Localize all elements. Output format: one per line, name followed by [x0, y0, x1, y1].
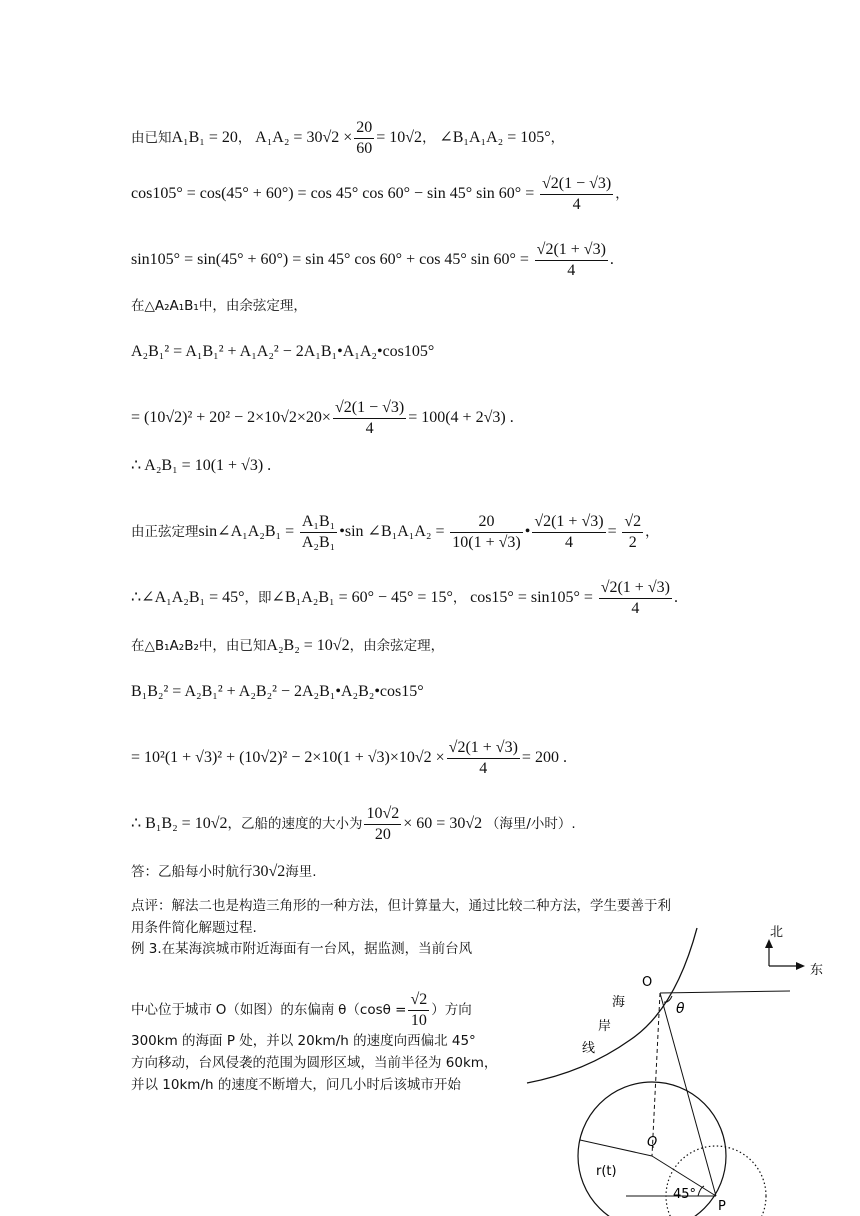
radius-line: [580, 1140, 652, 1156]
fraction: $\frac{√2}{2}$: [624, 513, 642, 551]
angle-45-label: 45°: [673, 1187, 697, 1202]
east-label: 东: [810, 963, 824, 978]
coast-char-an: 岸: [598, 1019, 612, 1034]
a2b1-result: ∴ A₂B₁ = 10(1 + √3) .: [131, 457, 272, 474]
coast-char-hai: 海: [612, 995, 626, 1010]
point-p-label: P: [718, 1199, 726, 1214]
fraction: $\frac{10√2}{20}$: [366, 805, 400, 843]
north-label: 北: [770, 925, 784, 940]
rt-label: r(t): [596, 1164, 617, 1179]
given-values-line: 由已知A₁B₁ = 20， A₁A₂ = 30√2 × $\frac{20}{60}$ = 10√2， ∠B₁A₁A₂ = 105°，: [131, 119, 565, 157]
coast-char-xian: 线: [582, 1041, 596, 1056]
example-3-line-2: 中心位于城市 O（如图）的东偏南 θ（cosθ = $\frac{√2}{10}$ ）方向: [131, 991, 472, 1029]
fraction: $\frac{√2(1 + √3)}{4}$: [536, 241, 606, 279]
point-q-label: Q: [647, 1135, 658, 1150]
initial-typhoon-circle: [666, 1146, 766, 1216]
sine-law-line: 由正弦定理sin∠A₁A₂B₁ = $\frac{\text{A₁B₁}}{\text{A₂B₁}}$ •sin ∠B₁A₁A₂ = $\frac{20}{10(1 + √3)}$ • $\frac{√2(1 + √3)}{4}$ = $\frac{√2}{2}$ ，: [131, 513, 659, 551]
example-3-line-1: 例 3.在某海滨城市附近海面有一台风，据监测，当前台风: [131, 941, 473, 957]
speed-result-line: ∴ B₁B₂ = 10√2，乙船的速度的大小为 $\frac{10√2}{20}$ × 60 = 30√2 （海里/小时）.: [131, 805, 576, 843]
cosine-law-intro: 在△A₂A₁B₁中，由余弦定理，: [131, 298, 307, 314]
triangle-b1a2b2-intro: 在△B₁A₂B₂中，由已知A₂B₂ = 10√2，由余弦定理，: [131, 637, 445, 654]
answer-line: 答：乙船每小时航行30√2海里.: [131, 863, 317, 880]
fraction: $\frac{√2(1 + √3)}{4}$: [448, 739, 518, 777]
example-3-body: 300km 的海面 P 处，并以 20km/h 的速度向西偏北 45° 方向移动，台风侵袭的范围为圆形区域，当前半径为 60km， 并以 10km/h 的速度不断增大，问几小时后该城市开始: [131, 1033, 498, 1093]
cosine-law-formula: A₂B₁² = A₁B₁² + A₁A₂² − 2A₁B₁•A₁A₂•cos105°: [131, 343, 435, 360]
fraction: $\frac{20}{60}$: [356, 119, 373, 157]
comment-paragraph: 点评：解法二也是构造三角形的一种方法，但计算量大，通过比较二种方法，学生要善于利 用条件简化解题过程.: [131, 898, 671, 936]
a1b1-value: A₁B₁ = 20: [171, 128, 238, 146]
cos105-line: cos105° = cos(45° + 60°) = cos 45° cos 60° − sin 45° sin 60° = $\frac{√2(1 - √3)}{4}$ ，: [131, 175, 629, 213]
op-line: [660, 993, 716, 1196]
b1b2-substitution: = 10²(1 + √3)² + (10√2)² − 2×10(1 + √3)×10√2 × $\frac{√2(1 + √3)}{4}$ = 200 .: [131, 739, 567, 777]
fraction: $\frac{√2(1 + √3)}{4}$: [534, 513, 604, 551]
fraction: $\frac{\text{A₁B₁}}{\text{A₂B₁}}$: [301, 513, 336, 551]
angle-result-line: ∴∠A₁A₂B₁ = 45°，即∠B₁A₂B₁ = 60° − 45° = 15°， cos15° = sin105° = $\frac{√2(1 + √3)}{4}$ .: [131, 579, 678, 617]
oq-dashed-line: [652, 993, 660, 1156]
cosine-law-substitution: = (10√2)² + 20² − 2×10√2×20× $\frac{√2(1 - √3)}{4}$ = 100(4 + 2√3) .: [131, 399, 514, 437]
fraction: $\frac{√2}{10}$: [410, 991, 428, 1029]
point-o-label: O: [642, 975, 653, 990]
b1b2-cosine-formula: B₁B₂² = A₂B₁² + A₂B₂² − 2A₂B₁•A₂B₂•cos15°: [131, 683, 424, 700]
fraction: $\frac{√2(1 + √3)}{4}$: [600, 579, 670, 617]
theta-label: θ: [676, 1001, 685, 1017]
compass: [765, 925, 823, 978]
fraction: $\frac{√2(1 - √3)}{4}$: [541, 175, 612, 213]
angle-b1a1a2: ∠B₁A₁A₂ = 105°: [439, 128, 551, 146]
fraction: $\frac{√2(1 - √3)}{4}$: [334, 399, 405, 437]
east-line: [660, 991, 790, 993]
fraction: $\frac{20}{10(1 + √3)}$: [452, 513, 521, 551]
sin105-line: sin105° = sin(45° + 60°) = sin 45° cos 60° + cos 45° sin 60° = $\frac{√2(1 + √3)}{4}$ .: [131, 241, 614, 279]
